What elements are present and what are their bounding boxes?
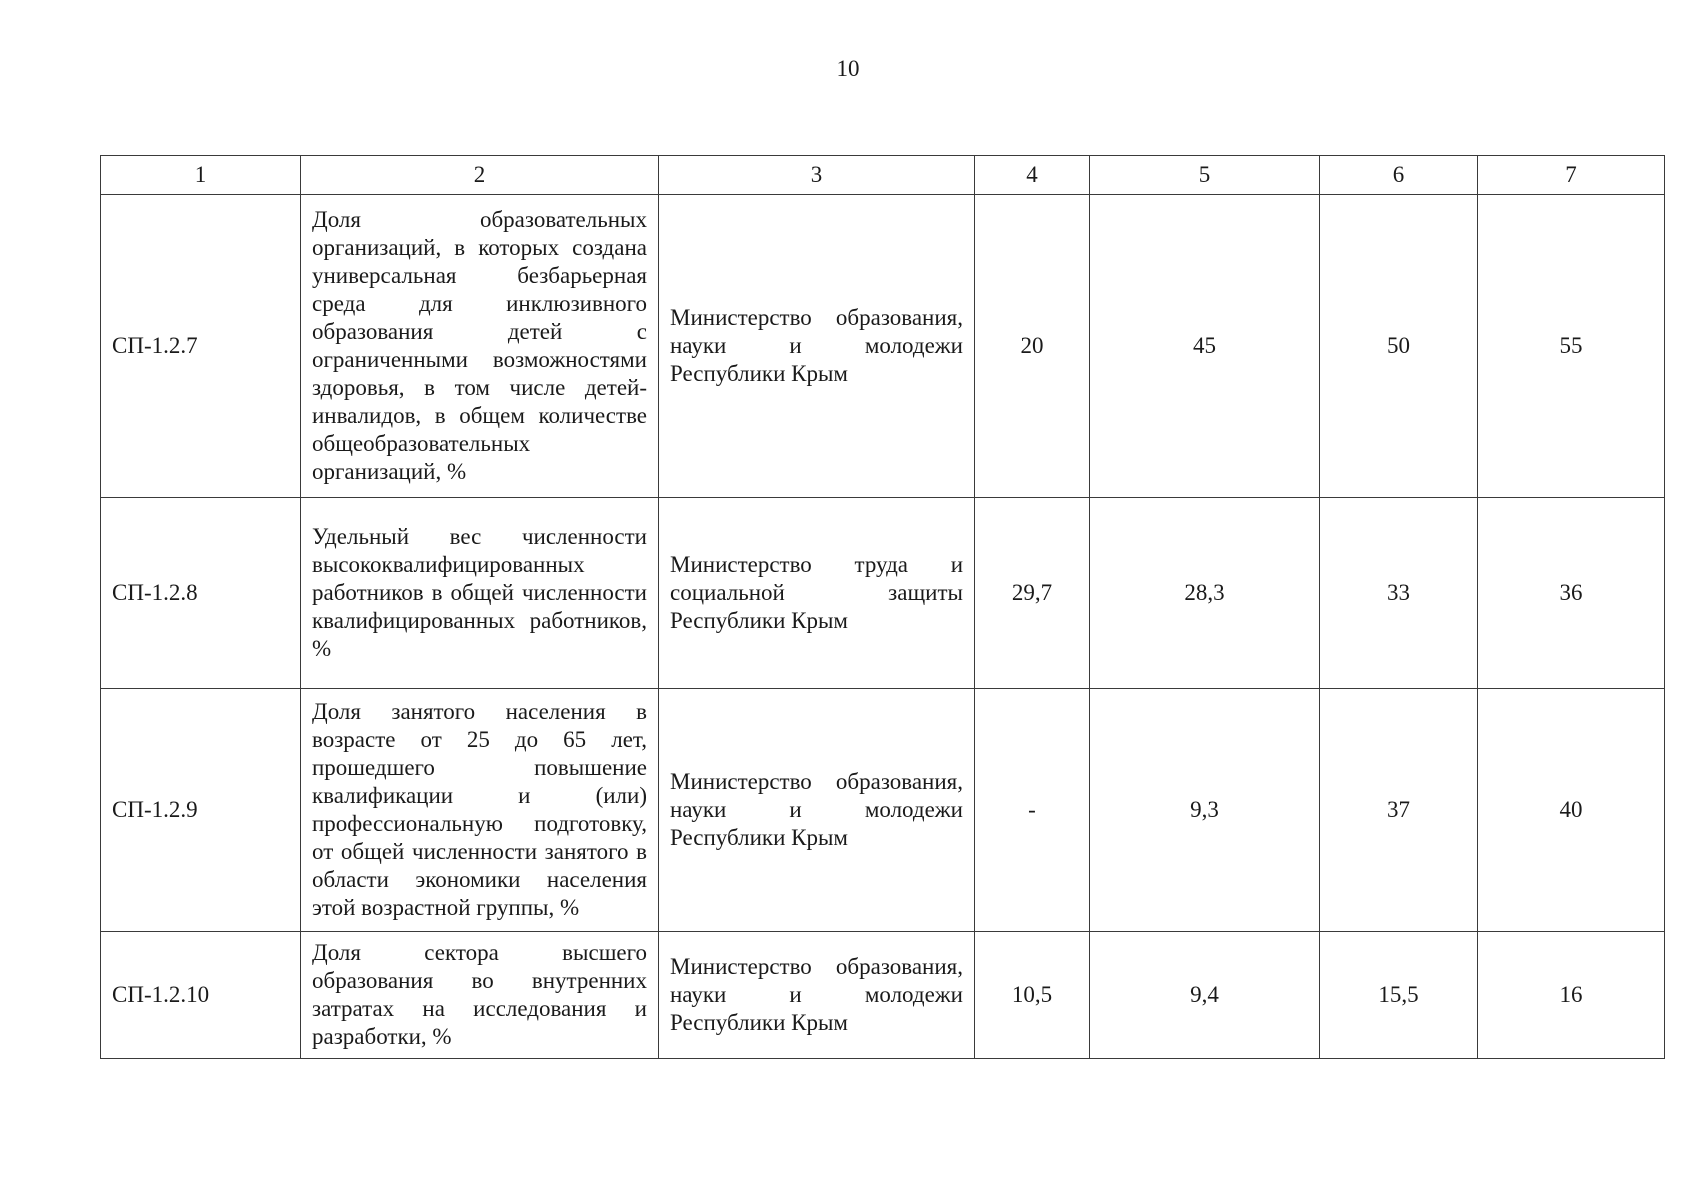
value-cell: 50 xyxy=(1320,195,1478,498)
column-header: 4 xyxy=(975,156,1090,195)
value-cell: 55 xyxy=(1478,195,1665,498)
value-cell: 40 xyxy=(1478,689,1665,932)
value-cell: 29,7 xyxy=(975,498,1090,689)
indicator-description: Доля образовательных организаций, в которых создана универсальная безбарьерная среда для инклюзивного образования детей с ограниченными возможностями здоровья, в том числе детей-инвалидов, в общем количестве общеобразовательных организаций, % xyxy=(301,195,659,498)
indicator-code: СП-1.2.9 xyxy=(101,689,301,932)
value-cell: 9,3 xyxy=(1090,689,1320,932)
page-number: 10 xyxy=(836,56,860,81)
value-cell: 36 xyxy=(1478,498,1665,689)
indicators-table xyxy=(100,155,1665,1059)
responsible-organization: Министерство труда и социальной защиты Республики Крым xyxy=(659,498,975,689)
value-cell: 9,4 xyxy=(1090,932,1320,1059)
indicator-code: СП-1.2.10 xyxy=(101,932,301,1059)
value-cell: 10,5 xyxy=(975,932,1090,1059)
column-header: 6 xyxy=(1320,156,1478,195)
indicator-description: Доля сектора высшего образования во внутренних затратах на исследования и разработки, % xyxy=(301,932,659,1059)
value-cell: 16 xyxy=(1478,932,1665,1059)
indicator-code: СП-1.2.8 xyxy=(101,498,301,689)
value-cell: 45 xyxy=(1090,195,1320,498)
column-header: 3 xyxy=(659,156,975,195)
column-header: 1 xyxy=(101,156,301,195)
responsible-organization: Министерство образования, науки и молодежи Республики Крым xyxy=(659,195,975,498)
value-cell: 33 xyxy=(1320,498,1478,689)
value-cell: 28,3 xyxy=(1090,498,1320,689)
value-cell: - xyxy=(975,689,1090,932)
column-header: 5 xyxy=(1090,156,1320,195)
table-row xyxy=(101,932,1665,1059)
table-row xyxy=(101,195,1665,498)
responsible-organization: Министерство образования, науки и молодежи Республики Крым xyxy=(659,932,975,1059)
indicator-description: Удельный вес численности высококвалифицированных работников в общей численности квалифицированных работников, % xyxy=(301,498,659,689)
value-cell: 37 xyxy=(1320,689,1478,932)
value-cell: 20 xyxy=(975,195,1090,498)
table-header-row xyxy=(101,156,1665,195)
value-cell: 15,5 xyxy=(1320,932,1478,1059)
table-row xyxy=(101,689,1665,932)
column-header: 2 xyxy=(301,156,659,195)
indicator-description: Доля занятого населения в возрасте от 25 до 65 лет, прошедшего повышение квалификации и (или) профессиональную подготовку, от общей численности занятого в области экономики населения этой возрастной группы, % xyxy=(301,689,659,932)
responsible-organization: Министерство образования, науки и молодежи Республики Крым xyxy=(659,689,975,932)
table-row xyxy=(101,498,1665,689)
indicator-code: СП-1.2.7 xyxy=(101,195,301,498)
column-header: 7 xyxy=(1478,156,1665,195)
